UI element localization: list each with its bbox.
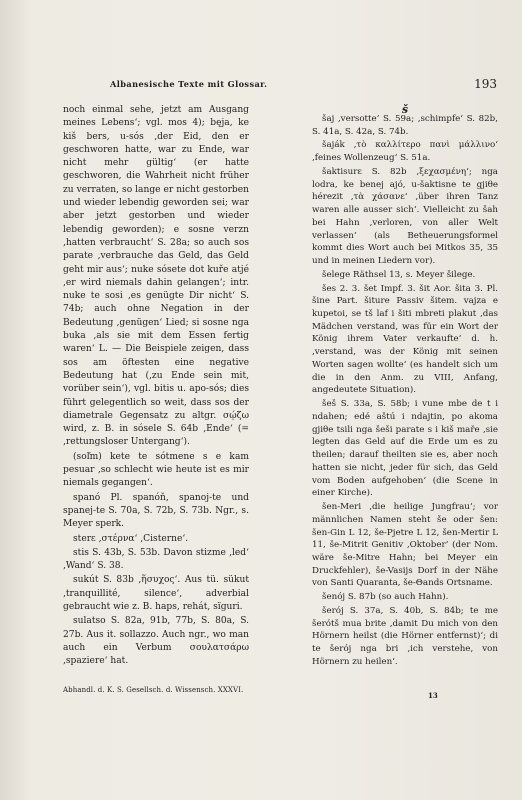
- section-letter: š: [401, 103, 409, 116]
- entry-sajak: šaják ‚τὸ καλλίτερο πανὶ μάλλινο‘ ‚feines Wollenzeug‘ S. 51a.: [312, 140, 498, 164]
- left-column: [63, 104, 249, 669]
- entry-sulatso: sulatso S. 82a, 91b, 77b, S. 80a, S. 27b. Aus it. sollazzo. Auch ngr., wo man auch ein Verbum σουλατσάρω ‚spaziere‘ hat.: [63, 616, 249, 667]
- entry-stis: stis S. 43b, S. 53b. Davon stizme ‚led‘ ‚Wand‘ S. 38.: [63, 547, 249, 572]
- entry-seroj: šerój S. 37a, S. 40b, S. 84b; te me šerótš mua brite ‚damit Du mich von den Hörnern heilst (die Hörner entfernst)‘; di te šerój nga bri ‚ich verstehe, von Hörnern zu heilen‘.: [312, 605, 498, 667]
- signature-mark: 13: [428, 691, 438, 700]
- entry-saj: šaj ‚versotte‘ S. 59a; ‚schimpfe‘ S. 82b, S. 41a, S. 42a, S. 74b.: [312, 114, 498, 137]
- page-footer: Abhandl. d. K. S. Gesellsch. d. Wissensch. XXXVI.: [63, 686, 244, 694]
- entry-senoj: šenój S. 87b (so auch Hahn).: [322, 592, 449, 603]
- entry-solm: (soľm) kete te sótmene s e kam pesuar ‚so schlecht wie heute ist es mir niemals gegangen‘.: [63, 451, 249, 489]
- running-title: Albanesische Texte mit Glossar.: [110, 79, 268, 89]
- entry-saktisure: šaktisurε S. 82b ‚ξεχασμένη‘; nga lodra, ke benej ajó, u-šaktisne te gjiθe hérezit ‚τὰ χάσανε‘ ‚über ihren Tanz waren alle ausser sich‘. Vielleicht zu šah bei Hahn ‚verloren, von aller Welt verlassen‘ (als Betheuerungsformel kommt dies Wort auch bei Mitkos 35, 35 und in meinen Liedern vor).: [312, 166, 498, 267]
- entry-sos-continued: noch einmal sehe, jetzt am Ausgang meines Lebens‘; vgl. mos 4); bęja, ke kiš bers, u-sós ‚der Eid, den er geschworen hatte, war zu Ende, war nicht mehr gültig‘ (er hatte geschworen, die Wahrheit nicht früher zu verraten, so lange er nicht gestorben und wieder lebendig geworden sei; war aber jetzt gestorben und wieder lebendig geworden); e sosne verzn ‚hatten verbraucht‘ S. 28a; so auch sos parate ‚verbrauche das Geld, das Geld geht mir aus‘; nuke sósete dot kuře atjé ‚er wird niemals dahin gelangen‘; intr. nuke te sosi ‚es genügte Dir nicht‘ S. 74b; auch ohne Negation in der Bedeutung ‚genügen‘ Lied; si sosne nga buka ‚als sie mit dem Essen fertig waren‘ L. — Die Beispiele zeigen, dass sos am öftesten eine negative Bedeutung hat (‚zu Ende sein mit, vorüber sein‘), vgl. bitis u. apo-sós; dies führt gelegentlich so weit, dass sos der diametrale Gegensatz zu altgr. σῴζω wird, z. B. in sósele S. 64b ‚Ende‘ (= ‚rettungsloser Untergang‘).: [63, 105, 249, 448]
- entry-sukut: sukút S. 83b ‚ἥσυχος‘. Aus tü. sükut ‚tranquillité, silence‘, adverbial gebraucht wie z. B. haps, rehát, sïguri.: [63, 575, 249, 612]
- entry-ses-2: šeš S. 33a, S. 58b; i vune mbe de t i ndahen; edé aštú i ndajtin, po akoma gjiθe tsili nga šeši parate s i kiš maře ‚sie legten das Geld auf die Erde um es zu theilen; darauf theilten sie es, aber noch hatten sie nicht, jeder für sich, das Geld vom Boden aufgehoben‘ (die Scene in einer Kirche).: [312, 399, 498, 499]
- entry-ses: šes 2. 3. šet Impf. 3. šit Aor. šita 3. Pl. šine Part. šiture Passiv šitem. vajza e kupetoi, se tš laf i šiti mbreti plakut ‚das Mädchen verstand, was für ein Wort der König ihrem Vater verkaufte‘ d. h. ‚verstand, was der König mit seinen Worten sagen wollte‘ (es handelt sich um die in den Anm. zu VIII, Anfang, angedeutete Situation).: [312, 283, 498, 396]
- entry-sen-meri: šen-Meri ‚die heilige Jungfrau‘; vor männlichen Namen steht še oder šen: šen-Gin L 12, še-Pjetre L 12, šen-Mertir L 11, še-Mitrit Genitiv ‚Oktober‘ (der Nom. wäre še-Mitre Hahn; bei Meyer ein Druckfehler), še-Vasijs Dorf in der Nähe von Santi Quaranta, še-Θands Ortsname.: [312, 502, 498, 589]
- entry-stere: sterε ‚στέρνα‘ ‚Cisterne‘.: [73, 533, 189, 544]
- running-header: [110, 77, 497, 91]
- entry-spano: spanó Pl. spanóň, spanoj-te und spanej-te S. 70a, S. 72b, S. 73b. Ngr., s. Meyer sperk.: [63, 492, 249, 530]
- right-column: [312, 113, 498, 670]
- entry-selege: šelege Räthsel 13, s. Meyer šilege.: [322, 269, 476, 280]
- page-number: 193: [474, 77, 497, 91]
